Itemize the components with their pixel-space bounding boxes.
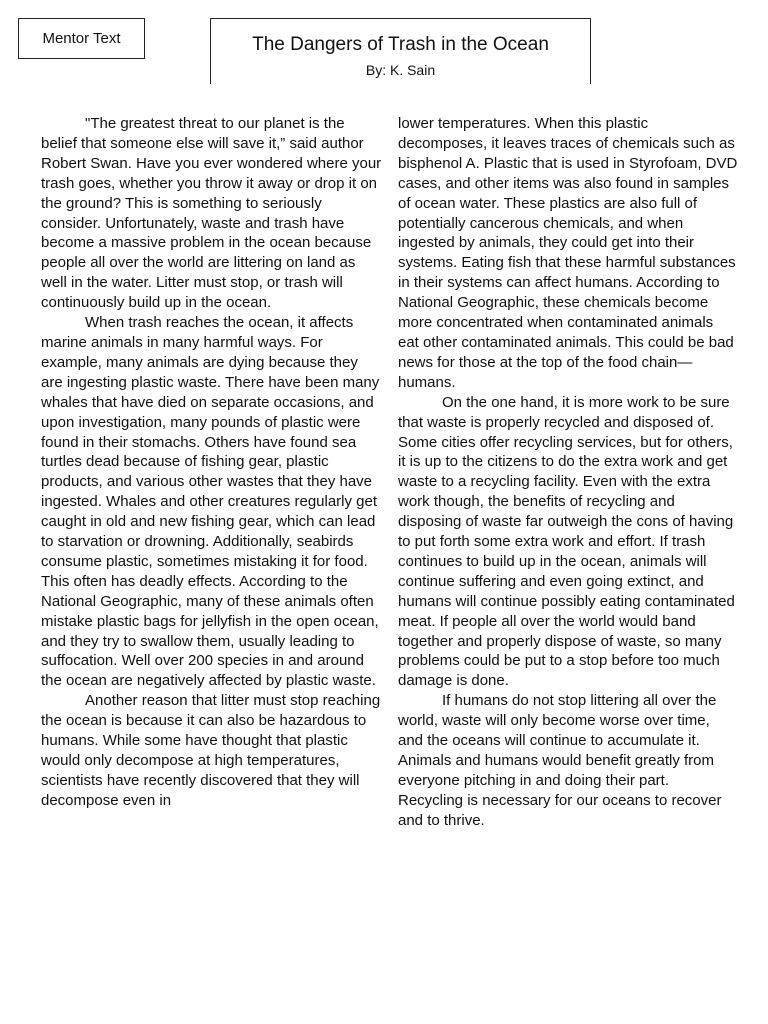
mentor-text: Mentor Text (42, 30, 121, 47)
essay-author: By: K. Sain (365, 62, 436, 78)
paragraph-conclusion: If humans do not stop littering all over the world, waste will only become worse over time, and the oceans will continue to accumulate it. Animals and humans would benefit greatly from everyone pitching in and doing their part. Recycling is necessary for our oceans to recover and to thrive. (398, 692, 722, 829)
paragraph-counterargument: On the one hand, it is more work to be sure that waste is properly recycled and disposed of. Some cities offer recycling services, but for others, it is up to the citizens to do the extra work and get waste to a recycling facility. Even with the extra work though, the benefits of recycling and disposing of waste far outweigh the cons of having to put forth some extra work and effort. If trash continues to build up in the ocean, animals will continue suffering and even going extinct, and humans will continue possibly eating contaminated meat. If people all over the world would band together and properly dispose of waste, so many problems could be put to a stop before too much damage is done. (398, 393, 735, 690)
paragraph-marine-animals: When trash reaches the ocean, it affects marine animals in many harmful ways. For example, many animals are dying because they are ingesting plastic waste. There have been many whales that have died on separate occasions, and upon investigation, many pounds of plastic were found in their stomachs. Others have found sea turtles dead because of fishing gear, plastic products, and various other wastes that they have ingested. Whales and other creatures regularly get caught in old and new fishing gear, which can lead to starvation or drowning. Additionally, seabirds consume plastic, sometimes mistaking it for food. This often has deadly effects. According to the National Geographic, many of these animals often mistake plastic bags for jellyfish in the open ocean, and they try to swallow them, usually leading to suffocation. Well over 200 species in and around the ocean are negatively affected by plastic waste. (41, 314, 380, 690)
paragraph-human-hazard: Another reason that litter must stop reaching the ocean is because it can also be hazardous to humans. While some have thought that plastic would only decompose at high temperatures, scientists have recently discovered that they will decompose even in (41, 692, 381, 809)
right-column (398, 114, 738, 831)
paragraph-intro: "The greatest threat to our planet is the belief that someone else will save it,” said author Robert Swan. Have you ever wondered where your trash goes, whether you throw it away or drop it on the ground? This is something to seriously consider. Unfortunately, waste and trash have become a massive problem in the ocean because people all over the world are littering on land as well in the water. Litter must stop, or trash will continuously build up in the ocean. (41, 115, 382, 312)
title-block (210, 18, 591, 84)
mentor-text-label (18, 18, 145, 59)
left-column (41, 114, 383, 811)
essay-title: The Dangers of Trash in the Ocean (252, 34, 549, 55)
paragraph-human-hazard-continued: lower temperatures. When this plastic decomposes, it leaves traces of chemicals such as bisphenol A. Plastic that is used in Styrofoam, DVD cases, and other items was also found in samples of ocean water. These plastics are also full of potentially cancerous chemicals, and when ingested by animals, they could get into their systems. Eating fish that these harmful substances in their systems can affect humans. According to National Geographic, these chemicals become more concentrated when contaminated animals eat other contaminated animals. This could be bad news for those at the top of the food chain—humans. (398, 115, 738, 391)
